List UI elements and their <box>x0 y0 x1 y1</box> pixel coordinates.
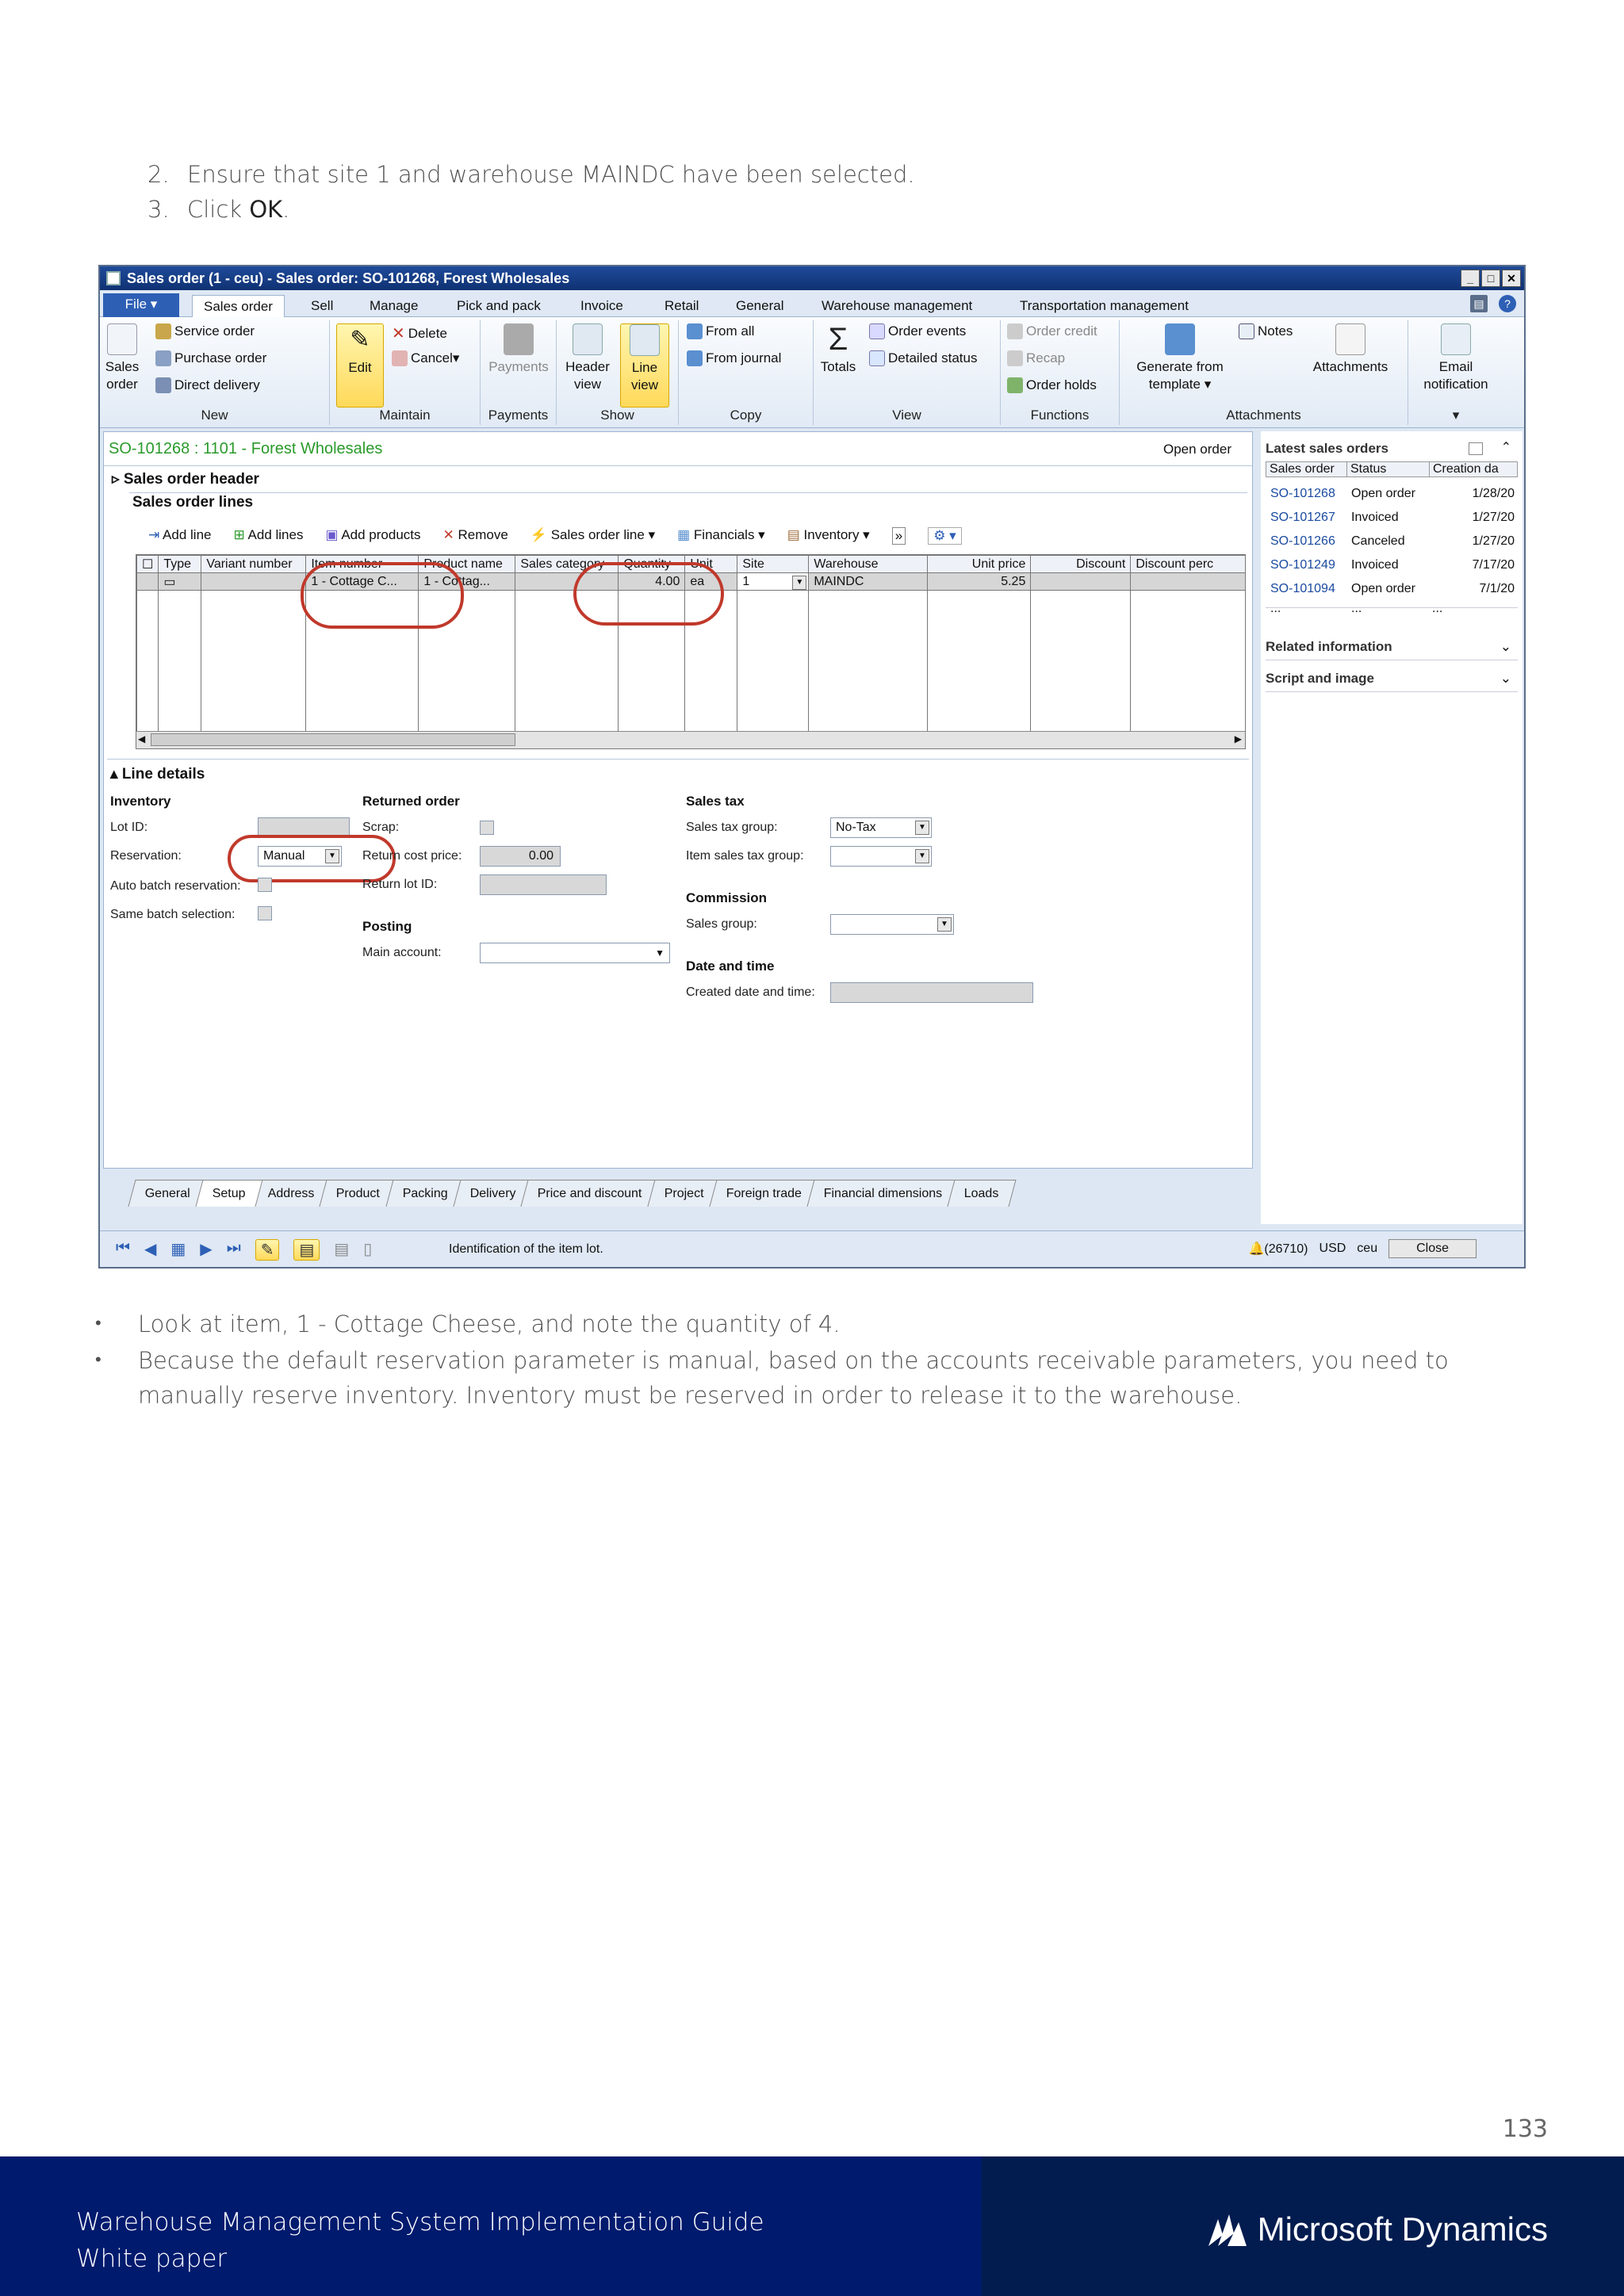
order-title: SO-101268 : 1101 - Forest Wholesales <box>109 440 383 457</box>
reservation-label: Reservation: <box>110 849 182 863</box>
item-tax-dropdown-icon[interactable]: ▼ <box>915 849 929 863</box>
order-credit-button[interactable]: Order credit <box>1007 323 1097 339</box>
cancel-icon <box>392 350 408 366</box>
scrap-label: Scrap: <box>362 821 400 834</box>
direct-delivery-button[interactable]: Direct delivery <box>155 377 260 393</box>
window-title: Sales order (1 - ceu) - Sales order: SO-101268, Forest Wholesales <box>127 270 570 286</box>
tab-product[interactable]: Product <box>320 1180 397 1207</box>
latest-orders-list <box>1266 482 1518 620</box>
tab-retail[interactable]: Retail <box>665 298 699 313</box>
close-button[interactable]: Close <box>1388 1239 1477 1258</box>
same-batch-checkbox[interactable] <box>258 906 272 920</box>
tab-foreign-trade[interactable]: Foreign trade <box>709 1180 818 1207</box>
attachments-button[interactable]: Attachments <box>1307 323 1394 376</box>
site-dropdown-icon[interactable]: ▼ <box>792 576 806 590</box>
document-icon[interactable]: ▯ <box>363 1241 373 1258</box>
factbox-pane <box>1261 431 1522 1224</box>
inventory-menu[interactable]: ▤ Inventory ▾ <box>787 527 870 542</box>
tab-general[interactable]: General <box>736 298 784 313</box>
help-icons <box>1470 295 1516 312</box>
return-lot-label: Return lot ID: <box>362 878 438 891</box>
commission-heading: Commission <box>686 890 768 905</box>
main-pane <box>103 431 1253 1169</box>
copy-icon <box>687 323 703 339</box>
add-products-icon: ▣ <box>325 527 339 542</box>
return-cost-label: Return cost price: <box>362 849 462 863</box>
notes-button[interactable]: Notes <box>1239 323 1293 339</box>
group-payments: Payments Payments <box>481 320 557 425</box>
return-lot-field[interactable] <box>480 874 607 895</box>
creation-date: 7/17/20 <box>1472 558 1515 572</box>
sales-order-header-section[interactable]: ▹ Sales order header <box>112 471 259 488</box>
tab-delivery[interactable]: Delivery <box>453 1180 533 1207</box>
item-sales-tax-select[interactable] <box>830 846 932 867</box>
tab-project[interactable]: Project <box>647 1180 721 1207</box>
order-events-button[interactable]: Order events <box>869 323 966 339</box>
col-discount[interactable]: Discount <box>1031 556 1131 573</box>
window-controls <box>1461 270 1521 287</box>
order-holds-icon <box>1007 377 1023 393</box>
detail-view-icon[interactable]: ▤ <box>293 1239 320 1261</box>
header-view-button[interactable]: Header view <box>561 323 614 393</box>
tab-loads[interactable]: Loads <box>948 1180 1017 1207</box>
tab-warehouse-management[interactable]: Warehouse management <box>822 298 973 313</box>
email-notification-button[interactable]: Email notification <box>1415 323 1497 393</box>
currency: USD <box>1319 1242 1346 1255</box>
tab-invoice[interactable]: Invoice <box>580 298 623 313</box>
scrap-checkbox[interactable] <box>480 821 494 835</box>
related-expand-icon[interactable]: ⌄ <box>1500 639 1511 654</box>
sales-group-label: Sales group: <box>686 917 757 931</box>
app-icon <box>106 271 121 285</box>
maximize-button[interactable]: □ <box>1481 270 1500 287</box>
cell-unit-price[interactable]: 5.25 <box>928 573 1031 591</box>
group-email <box>1408 320 1503 425</box>
order-status: Open order <box>1351 582 1415 595</box>
creation-date: 1/27/20 <box>1472 534 1515 548</box>
service-order-button[interactable]: Service order <box>155 323 255 339</box>
col-type[interactable]: Type <box>159 556 201 573</box>
sales-order-link[interactable]: SO-101249 <box>1270 558 1335 572</box>
order-status: Invoiced <box>1351 558 1399 572</box>
row-type-icon: ▭ <box>159 573 201 591</box>
recap-icon <box>1007 350 1023 366</box>
dynamics-logo-icon <box>1207 2211 1248 2248</box>
bullet-list <box>95 1307 1554 1414</box>
tab-sell[interactable]: Sell <box>311 298 334 313</box>
col-variant-number[interactable]: Variant number <box>201 556 306 573</box>
scroll-left-icon[interactable]: ◀ <box>138 733 146 744</box>
latest-sales-orders-title: Latest sales orders <box>1266 441 1388 456</box>
status-right <box>1248 1239 1477 1258</box>
add-lines-button[interactable]: ⊞ Add lines <box>233 527 304 542</box>
group-copy: From all From journal Copy <box>679 320 814 425</box>
inventory-icon: ▤ <box>787 527 800 542</box>
group-new: Sales order Service order Purchase order Direct delivery New <box>100 320 330 425</box>
lot-id-label: Lot ID: <box>110 821 148 834</box>
tab-price-discount[interactable]: Price and discount <box>521 1180 660 1207</box>
sales-tax-heading: Sales tax <box>686 794 745 809</box>
inventory-heading: Inventory <box>110 794 171 809</box>
pin-icon[interactable] <box>1469 442 1483 455</box>
remove-button[interactable]: ✕ Remove <box>442 527 508 542</box>
tab-file[interactable]: File ▾ <box>103 293 179 317</box>
layout-icon[interactable]: ▤ <box>1470 295 1488 312</box>
order-status: Canceled <box>1351 534 1405 548</box>
previous-record-icon[interactable]: ◀ <box>144 1241 157 1258</box>
auto-batch-label: Auto batch reservation: <box>110 879 241 893</box>
tab-pick-and-pack[interactable]: Pick and pack <box>457 298 541 313</box>
more-rows-ellipsis: ... ... ... <box>1270 602 1443 615</box>
col-unit[interactable]: Unit <box>685 556 737 573</box>
latest-order-row[interactable] <box>1266 553 1518 577</box>
main-account-dropdown-icon[interactable]: ▼ <box>655 947 665 959</box>
totals-button[interactable]: Σ Totals <box>820 322 856 374</box>
highlight-item-number <box>301 562 464 629</box>
posting-heading: Posting <box>362 919 412 934</box>
reservation-select[interactable]: Manual ▼ <box>258 846 342 867</box>
sales-order-link[interactable]: SO-101266 <box>1270 534 1335 548</box>
help-icon[interactable]: ? <box>1499 295 1516 312</box>
creation-date: 1/27/20 <box>1472 511 1515 524</box>
sales-order-link[interactable]: SO-101267 <box>1270 511 1335 524</box>
group-view: Σ Totals Order events Detailed status View <box>814 320 1001 425</box>
group-functions: Order credit Recap Order holds Functions <box>1001 320 1120 425</box>
bullet-2: • Because the default reservation parameter is manual, based on the accounts receivable parameters, you need to manually reserve inventory. Inventory must be reserved in order to release it to the warehouse. <box>95 1347 1449 1409</box>
line-details-section[interactable]: ▴ Line details <box>110 766 205 783</box>
page-footer <box>0 2156 1624 2296</box>
from-all-button[interactable]: From all <box>687 323 754 339</box>
created-date-label: Created date and time: <box>686 985 815 999</box>
purchase-order-button[interactable]: Purchase order <box>155 350 266 366</box>
sales-order-link[interactable]: SO-101094 <box>1270 582 1335 595</box>
detail-tabs <box>132 1180 1008 1208</box>
col-item-number[interactable]: Item number <box>306 556 419 573</box>
tab-address[interactable]: Address <box>251 1180 331 1207</box>
cancel-button[interactable]: Cancel ▾ <box>392 350 459 366</box>
latest-order-row[interactable] <box>1266 482 1518 506</box>
group-attachments: Generate from template ▾ Notes Attachments Attachments <box>1120 320 1408 425</box>
edit-button[interactable]: ✎ Edit <box>336 323 384 408</box>
copy-journal-icon <box>687 350 703 366</box>
lightning-icon: ⚡ <box>530 527 547 542</box>
options-icon[interactable]: ⚙ ▾ <box>928 527 962 545</box>
delete-button[interactable]: ✕ Delete <box>392 325 447 342</box>
sales-order-lines-section: Sales order lines <box>132 494 254 511</box>
creation-date: 1/28/20 <box>1472 487 1515 500</box>
main-account-select[interactable] <box>480 943 670 963</box>
purchase-order-icon <box>155 350 171 366</box>
related-information-title[interactable]: Related information <box>1266 639 1392 654</box>
ribbon-tabs <box>100 290 1524 317</box>
col-warehouse[interactable]: Warehouse <box>809 556 928 573</box>
highlight-quantity <box>573 562 724 626</box>
tab-financial-dimensions[interactable]: Financial dimensions <box>806 1180 959 1207</box>
add-products-button[interactable]: ▣ Add products <box>325 527 421 542</box>
next-record-icon[interactable]: ▶ <box>200 1241 213 1258</box>
cell-warehouse[interactable]: MAINDC <box>809 573 928 591</box>
tab-sales-order[interactable]: Sales order <box>192 295 285 317</box>
financials-icon: ▦ <box>677 527 691 542</box>
order-holds-button[interactable]: Order holds <box>1007 377 1097 393</box>
group-maintain: ✎ Edit ✕ Delete Cancel ▾ Maintain <box>330 320 481 425</box>
ribbon <box>100 317 1524 428</box>
sales-order-button[interactable]: Sales order <box>105 323 140 393</box>
add-lines-icon: ⊞ <box>233 527 245 542</box>
sales-group-select[interactable] <box>830 914 954 935</box>
col-product-name[interactable]: Product name <box>419 556 515 573</box>
footer-subtitle: White paper <box>76 2244 228 2273</box>
close-window-button[interactable]: ✕ <box>1502 270 1521 287</box>
notes-icon <box>1239 323 1254 339</box>
auto-batch-checkbox[interactable] <box>258 878 272 892</box>
generate-from-template-button[interactable]: Generate from template ▾ <box>1126 323 1234 393</box>
main-account-label: Main account: <box>362 946 442 959</box>
payments-button[interactable]: Payments <box>487 323 550 376</box>
col-quantity[interactable]: Quantity <box>619 556 685 573</box>
status-bar <box>100 1230 1524 1267</box>
tab-manage[interactable]: Manage <box>370 298 419 313</box>
recap-button[interactable]: Recap <box>1007 350 1065 366</box>
edit-mode-icon[interactable]: ✎ <box>255 1239 280 1261</box>
tab-general-detail[interactable]: General <box>128 1180 207 1207</box>
scroll-right-icon[interactable]: ▶ <box>1234 733 1242 744</box>
cell-quantity[interactable]: 4.00 <box>619 573 685 591</box>
sales-group-dropdown-icon[interactable]: ▼ <box>937 917 952 932</box>
sales-order-window <box>98 265 1526 1269</box>
bell-icon: 🔔 <box>1248 1242 1265 1256</box>
creation-date: 7/1/20 <box>1479 582 1515 595</box>
step-2: 2. Ensure that site 1 and warehouse MAINDC have been selected. <box>147 161 915 188</box>
sigma-icon: Σ <box>828 322 848 357</box>
email-dropdown-icon[interactable]: ▾ <box>1452 408 1460 423</box>
delete-icon: ✕ <box>392 325 405 342</box>
minimize-button[interactable]: _ <box>1461 270 1480 287</box>
cell-site[interactable]: 1 ▼ <box>737 573 809 591</box>
line-view-button[interactable]: Line view <box>620 323 669 408</box>
tab-packing[interactable]: Packing <box>385 1180 465 1207</box>
last-record-icon[interactable]: ⏭ <box>226 1239 241 1257</box>
status-message: Identification of the item lot. <box>449 1242 603 1256</box>
col-unit-price[interactable]: Unit price <box>928 556 1031 573</box>
list-icon[interactable]: ▦ <box>170 1241 186 1258</box>
reservation-dropdown-icon[interactable]: ▼ <box>325 849 339 863</box>
returned-order-heading: Returned order <box>362 794 460 809</box>
company: ceu <box>1357 1242 1378 1255</box>
sales-tax-group-label: Sales tax group: <box>686 821 778 834</box>
paperclip-icon <box>1335 323 1365 355</box>
page-number: 133 <box>1502 2115 1548 2143</box>
cell-discount-percent[interactable] <box>1131 573 1246 591</box>
same-batch-label: Same batch selection: <box>110 908 236 921</box>
order-events-icon <box>869 323 885 339</box>
scroll-thumb[interactable] <box>151 733 515 746</box>
tax-group-dropdown-icon[interactable]: ▼ <box>915 821 929 835</box>
col-site[interactable]: Site <box>737 556 809 573</box>
tab-transportation-management[interactable]: Transportation management <box>1020 298 1189 313</box>
script-and-image-title[interactable]: Script and image <box>1266 671 1374 686</box>
latest-order-row[interactable] <box>1266 506 1518 530</box>
latest-orders-header: Sales order Status Creation da <box>1266 461 1518 477</box>
col-discount-percent[interactable]: Discount perc <box>1131 556 1246 573</box>
grid-view-icon[interactable]: ▤ <box>334 1241 350 1258</box>
group-show: Header view Line view Show <box>557 320 679 425</box>
record-navigation <box>116 1239 372 1261</box>
created-date-field[interactable] <box>830 982 1033 1003</box>
financials-menu[interactable]: ▦ Financials ▾ <box>677 527 765 542</box>
sales-tax-group-select[interactable]: No-Tax ▼ <box>830 817 932 838</box>
step-3: 3. Click OK . <box>147 196 290 223</box>
tab-setup[interactable]: Setup <box>195 1180 262 1207</box>
instruction-steps <box>147 157 915 227</box>
order-credit-icon <box>1007 323 1023 339</box>
latest-order-row[interactable] <box>1266 530 1518 553</box>
bullet-1: • Look at item, 1 - Cottage Cheese, and note the quantity of 4. <box>95 1311 841 1337</box>
detailed-status-icon <box>869 350 885 366</box>
select-all-checkbox[interactable]: ☐ <box>137 556 159 573</box>
alerts-count[interactable]: 🔔(26710) <box>1248 1242 1308 1256</box>
add-line-icon: ⇥ <box>148 527 160 542</box>
horizontal-scrollbar[interactable] <box>136 731 1245 748</box>
microsoft-dynamics-logo: Microsoft Dynamics <box>1207 2198 1548 2261</box>
collapse-icon[interactable]: ⌃ <box>1500 441 1511 454</box>
footer-title: Warehouse Management System Implementation Guide <box>76 2208 764 2237</box>
return-cost-field[interactable]: 0.00 <box>480 846 561 867</box>
remove-icon: ✕ <box>442 527 454 542</box>
cell-item-number[interactable]: 1 - Cottage C... <box>306 573 419 591</box>
from-journal-button[interactable]: From journal <box>687 350 781 366</box>
cell-product-name[interactable]: 1 - Cottag... <box>419 573 515 591</box>
order-status: Open order <box>1163 442 1231 457</box>
date-time-heading: Date and time <box>686 959 775 974</box>
sales-order-line-menu[interactable]: ⚡ Sales order line ▾ <box>530 527 656 542</box>
direct-delivery-icon <box>155 377 171 393</box>
latest-order-row[interactable] <box>1266 577 1518 601</box>
add-line-button[interactable]: ⇥ Add line <box>148 527 212 542</box>
order-status: Invoiced <box>1351 511 1399 524</box>
cell-discount[interactable] <box>1031 573 1131 591</box>
order-status: Open order <box>1351 487 1415 500</box>
sales-order-link[interactable]: SO-101268 <box>1270 487 1335 500</box>
service-order-icon <box>155 323 171 339</box>
script-expand-icon[interactable]: ⌄ <box>1500 671 1511 686</box>
window-titlebar <box>100 266 1524 290</box>
col-sales-category[interactable]: Sales category <box>515 556 619 573</box>
detailed-status-button[interactable]: Detailed status <box>869 350 977 366</box>
line-toolbar <box>148 527 962 545</box>
cell-unit[interactable]: ea <box>685 573 737 591</box>
more-chevron-icon[interactable]: » <box>892 527 906 545</box>
item-sales-tax-label: Item sales tax group: <box>686 849 804 863</box>
first-record-icon[interactable]: ⏮ <box>116 1239 130 1257</box>
